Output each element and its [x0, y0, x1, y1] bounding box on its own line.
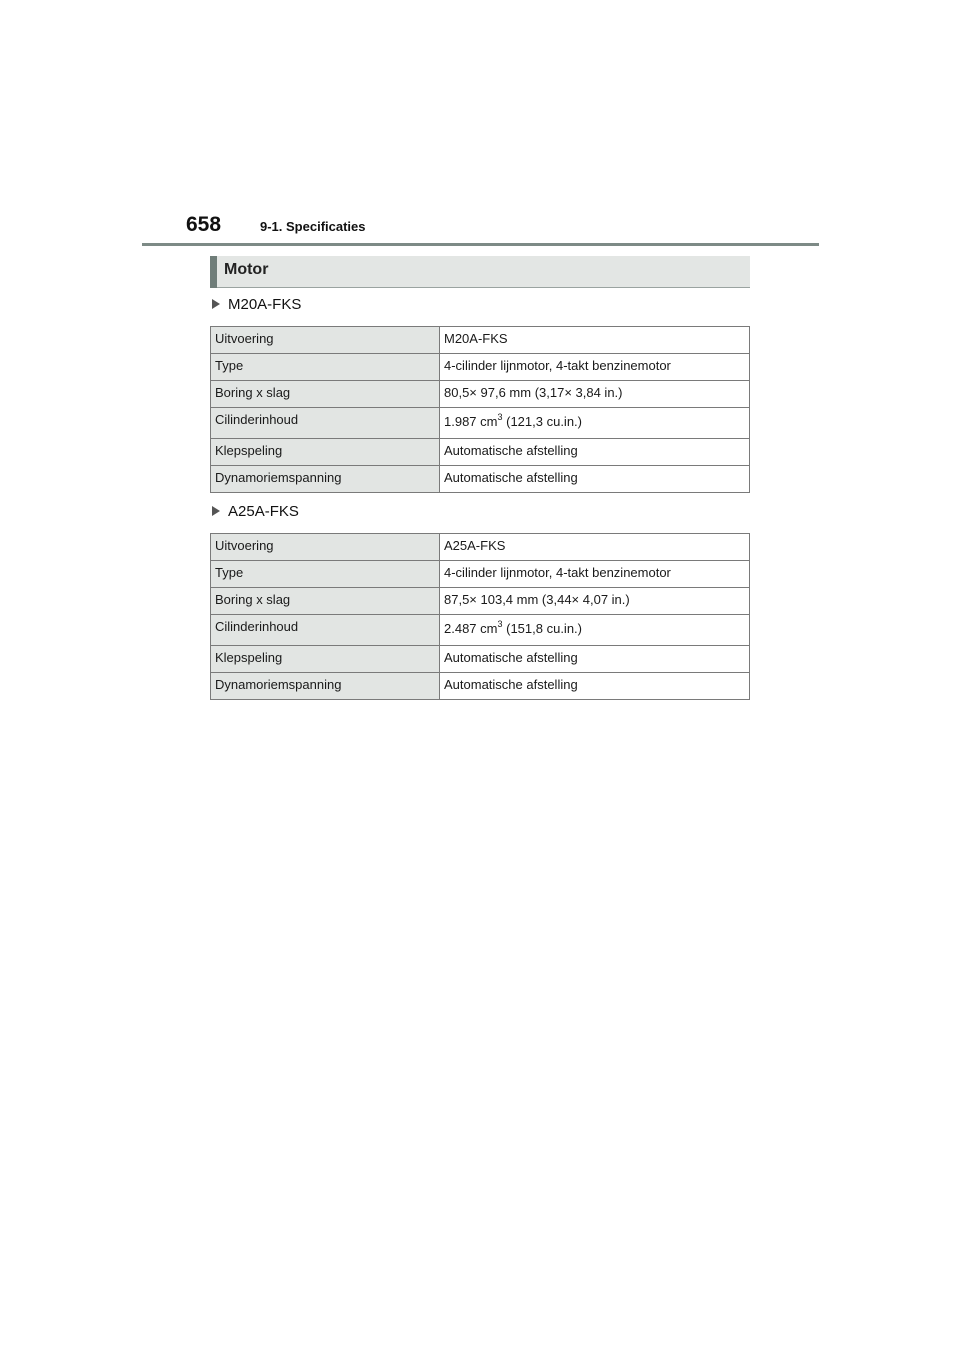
row-label: Dynamoriemspanning [211, 673, 440, 700]
motor-heading-bar [210, 256, 750, 288]
header-rule [142, 243, 819, 246]
heading-accent [210, 256, 217, 288]
row-value: 87,5× 103,4 mm (3,44× 4,07 in.) [440, 588, 750, 615]
table-row [211, 588, 750, 615]
row-label: Klepspeling [211, 646, 440, 673]
arrow-right-icon [212, 299, 220, 309]
table-row [211, 354, 750, 381]
row-label: Boring x slag [211, 381, 440, 408]
row-value: Automatische afstelling [440, 646, 750, 673]
table-row [211, 561, 750, 588]
row-value: Automatische afstelling [440, 439, 750, 466]
superscript: 3 [497, 412, 503, 422]
row-value [440, 615, 750, 646]
displacement-imperial: (151,8 cu.in.) [502, 621, 582, 636]
row-value: M20A-FKS [440, 327, 750, 354]
row-label: Dynamoriemspanning [211, 466, 440, 493]
spec-table-a25a [210, 533, 750, 700]
table-row [211, 381, 750, 408]
table-row [211, 327, 750, 354]
row-label: Cilinderinhoud [211, 615, 440, 646]
row-label: Type [211, 561, 440, 588]
table-row [211, 615, 750, 646]
table-row [211, 673, 750, 700]
section-title: 9-1. Specificaties [260, 219, 366, 234]
displacement-value: 1.987 cm [444, 414, 498, 429]
row-value [440, 408, 750, 439]
row-value: 4-cilinder lijnmotor, 4-takt benzinemotor [440, 561, 750, 588]
engine-name: M20A-FKS [228, 296, 302, 313]
table-row [211, 534, 750, 561]
row-label: Cilinderinhoud [211, 408, 440, 439]
table-row [211, 466, 750, 493]
motor-heading: Motor [224, 261, 269, 278]
row-label: Klepspeling [211, 439, 440, 466]
row-value: 4-cilinder lijnmotor, 4-takt benzinemotor [440, 354, 750, 381]
row-value: Automatische afstelling [440, 673, 750, 700]
row-label: Uitvoering [211, 327, 440, 354]
row-value: A25A-FKS [440, 534, 750, 561]
engine-subheading-a25a [212, 503, 299, 520]
displacement-value: 2.487 cm [444, 621, 498, 636]
engine-name: A25A-FKS [228, 503, 299, 520]
row-label: Boring x slag [211, 588, 440, 615]
row-value: Automatische afstelling [440, 466, 750, 493]
row-value: 80,5× 97,6 mm (3,17× 3,84 in.) [440, 381, 750, 408]
table-row [211, 408, 750, 439]
displacement-imperial: (121,3 cu.in.) [502, 414, 582, 429]
engine-subheading-m20a [212, 296, 301, 313]
table-row [211, 439, 750, 466]
arrow-right-icon [212, 506, 220, 516]
row-label: Uitvoering [211, 534, 440, 561]
table-row [211, 646, 750, 673]
row-label: Type [211, 354, 440, 381]
spec-table-m20a [210, 326, 750, 493]
page-number: 658 [186, 213, 222, 236]
superscript: 3 [497, 619, 503, 629]
